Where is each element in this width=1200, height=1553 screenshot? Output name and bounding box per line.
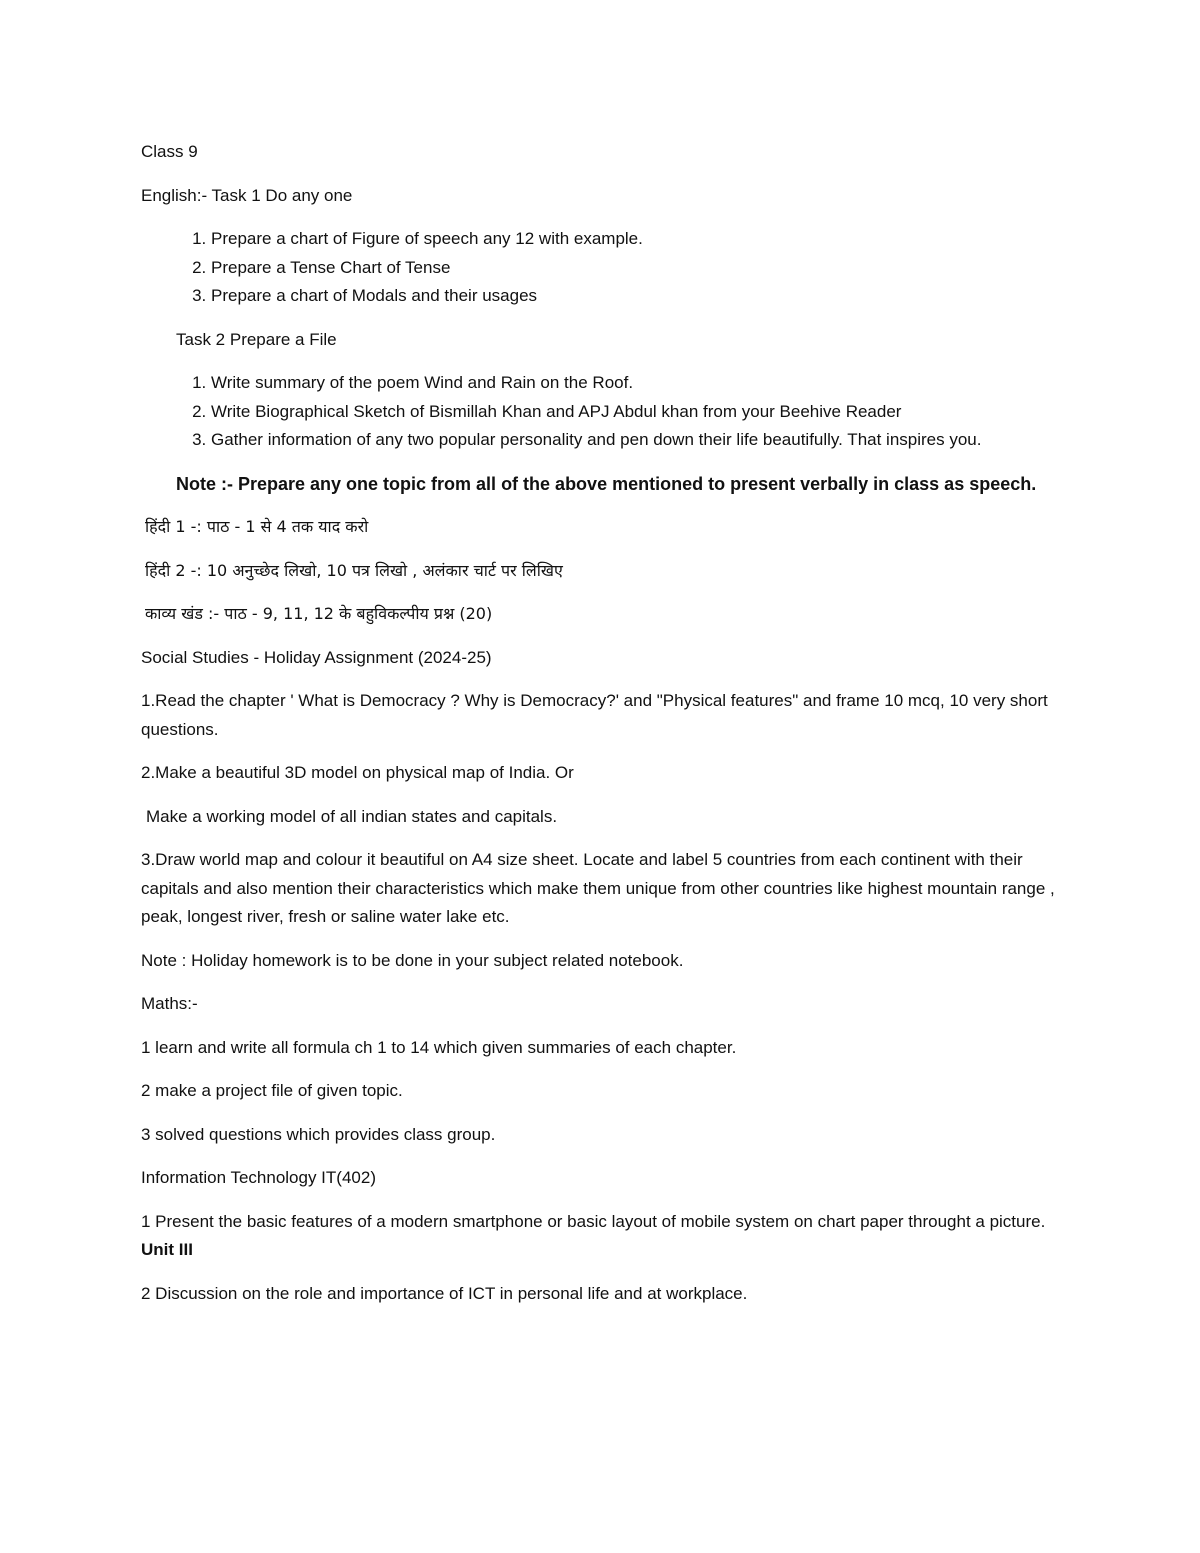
list-item: 3. Gather information of any two popular personality and pen down their life beautifully. That inspires you. xyxy=(211,426,1061,455)
social-studies-heading: Social Studies - Holiday Assignment (2024-25) xyxy=(141,647,492,667)
hindi-line-3: काव्य खंड :- पाठ - 9, 11, 12 के बहुविकल्पीय प्रश्न (20) xyxy=(145,604,493,623)
english-task2-heading: Task 2 Prepare a File xyxy=(176,329,337,349)
list-item: 3. Prepare a chart of Modals and their usages xyxy=(211,282,1061,311)
social-studies-note: Note : Holiday homework is to be done in your subject related notebook. xyxy=(141,950,684,970)
list-item: 1. Write summary of the poem Wind and Rain on the Roof. xyxy=(211,369,1061,398)
english-task1-list xyxy=(141,225,1061,311)
english-task2-list xyxy=(141,369,1061,455)
list-item: 1. Prepare a chart of Figure of speech any 12 with example. xyxy=(211,225,1061,254)
class-title: Class 9 xyxy=(141,142,198,161)
social-studies-item-2: 2.Make a beautiful 3D model on physical map of India. Or xyxy=(141,763,574,782)
hindi-line-2: हिंदी 2 -: 10 अनुच्छेद लिखो, 10 पत्र लिखो , अलंकार चार्ट पर लिखिए xyxy=(145,560,563,580)
maths-item-2: 2 make a project file of given topic. xyxy=(141,1081,403,1100)
maths-item-1: 1 learn and write all formula ch 1 to 14 which given summaries of each chapter. xyxy=(141,1037,737,1057)
list-item: 2. Prepare a Tense Chart of Tense xyxy=(211,254,1061,283)
document-body xyxy=(141,138,1061,1323)
english-heading: English:- Task 1 Do any one xyxy=(141,185,353,205)
social-studies-item-1: 1.Read the chapter ' What is Democracy ? Why is Democracy?' and "Physical features" and frame 10 mcq, 10 very short questions. xyxy=(141,691,1048,739)
hindi-line-1: हिंदी 1 -: पाठ - 1 से 4 तक याद करो xyxy=(145,517,369,536)
it-item-2: 2 Discussion on the role and importance of ICT in personal life and at workplace. xyxy=(141,1283,748,1303)
it-heading: Information Technology IT(402) xyxy=(141,1168,376,1187)
maths-heading: Maths:- xyxy=(141,994,198,1013)
english-note: Note :- Prepare any one topic from all of the above mentioned to present verbally in class as speech. xyxy=(176,473,1037,494)
it-item-1 xyxy=(141,1208,1061,1265)
social-studies-item-3: 3.Draw world map and colour it beautiful on A4 size sheet. Locate and label 5 countries from each continent with their capitals and also mention their characteristics which make them unique from other countries like highest mountain range , peak, longest river, fresh or saline water lake etc. xyxy=(141,850,1055,926)
social-studies-item-2b: Make a working model of all indian states and capitals. xyxy=(146,806,558,826)
maths-item-3: 3 solved questions which provides class group. xyxy=(141,1124,496,1144)
it-item-1-text: 1 Present the basic features of a modern smartphone or basic layout of mobile system on chart paper throught a picture. xyxy=(141,1211,1046,1231)
list-item: 2. Write Biographical Sketch of Bismillah Khan and APJ Abdul khan from your Beehive Reader xyxy=(211,398,1061,427)
it-item-1-unit: Unit III xyxy=(141,1240,193,1259)
